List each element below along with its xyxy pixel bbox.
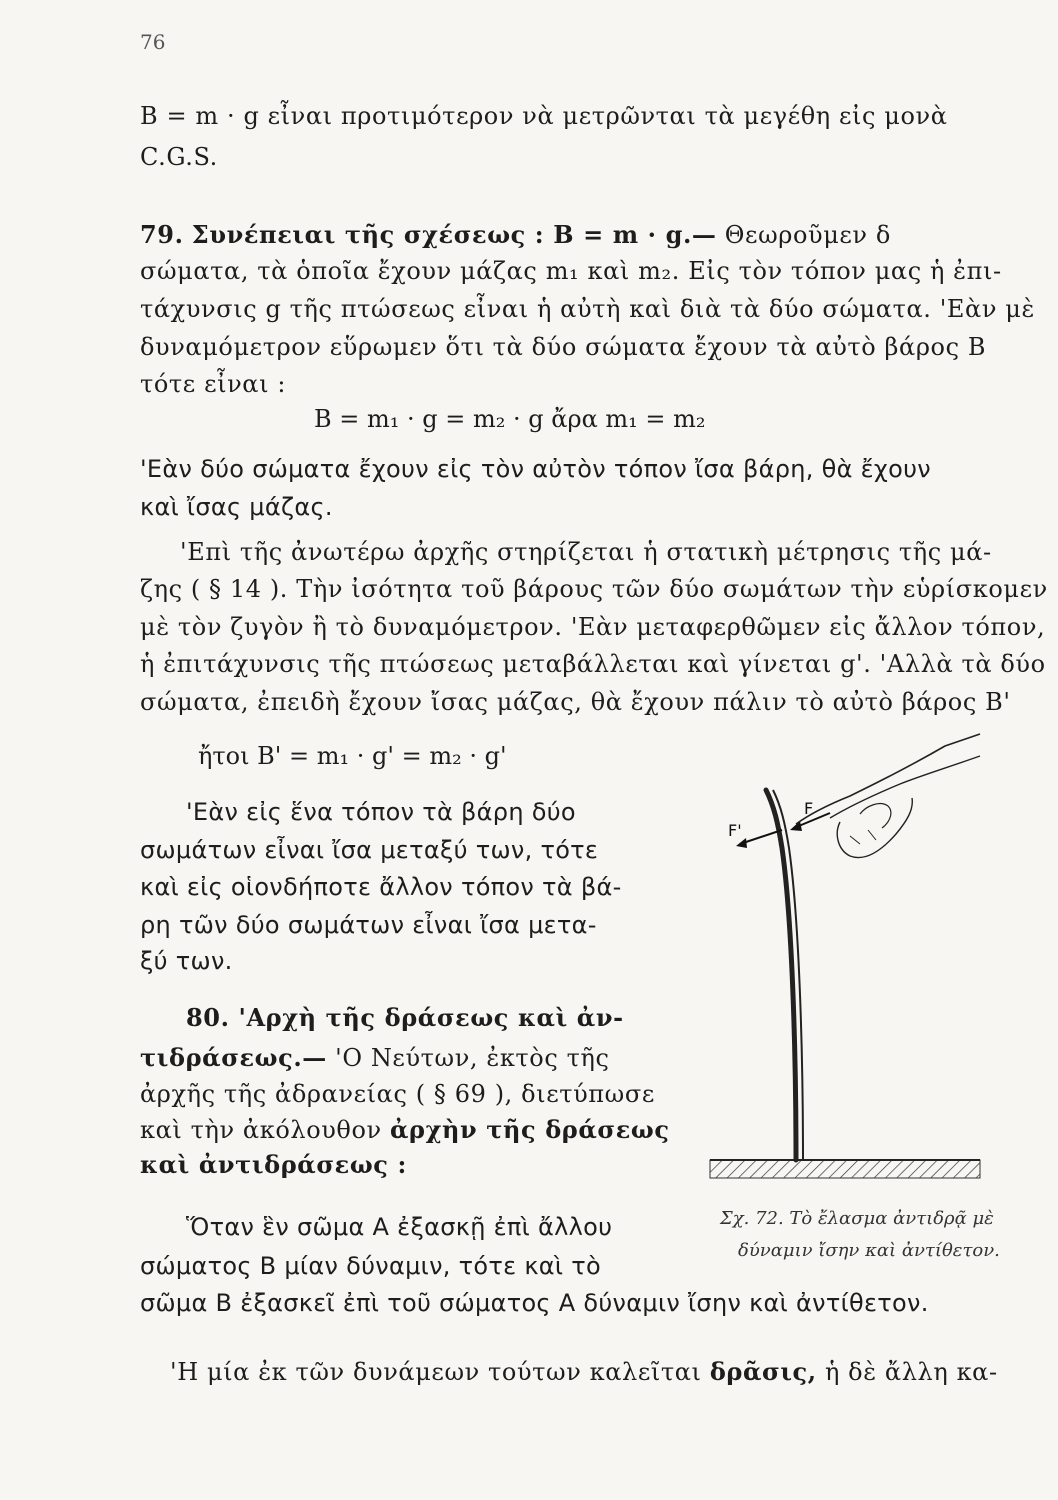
text-line: ξύ των. — [140, 947, 233, 975]
principle-statement: σῶμα Β ἐξασκεῖ ἐπὶ τοῦ σώματος Α δύναμιν ἴσην καὶ ἀντίθετον. — [140, 1289, 929, 1317]
figure-72-elastic-blade — [700, 718, 1000, 1198]
text-line: δυναμόμετρον εὕρωμεν ὅτι τὰ δύο σώματα ἔχουν τὰ αὐτὸ βάρος B — [140, 333, 987, 361]
text-line — [140, 1043, 610, 1072]
text-line-tail: ἡ δὲ ἄλλη κα- — [816, 1358, 998, 1386]
section-79-number: 79. — [140, 220, 184, 249]
principle-name-end: καὶ ἀντιδράσεως : — [140, 1150, 407, 1179]
page-number: 76 — [140, 30, 166, 54]
term-action: δρᾶσις, — [709, 1357, 817, 1386]
text-line: ἡ ἐπιτάχυνσις τῆς πτώσεως μεταβάλλεται καὶ γίνεται g'. 'Αλλὰ τὰ δύο — [140, 650, 1046, 678]
text-line: C.G.S. — [140, 143, 218, 171]
formula-weight-equality: B = m₁ · g = m₂ · g ἄρα m₁ = m₂ — [314, 405, 706, 433]
label-F-prime: F' — [728, 821, 742, 840]
elastic-blade-edge — [773, 790, 803, 1160]
text-line: σωμάτων εἶναι ἴσα μεταξύ των, τότε — [140, 836, 599, 864]
elastic-blade — [766, 790, 796, 1160]
text-line: 'Εὰν εἰς ἕνα τόπον τὰ βάρη δύο — [186, 798, 576, 826]
text-line: ρη τῶν δύο σωμάτων εἶναι ἴσα μετα- — [140, 911, 597, 939]
text-line: καὶ ἴσας μάζας. — [140, 493, 333, 521]
text-line: σώματα, τὰ ὁποῖα ἔχουν μάζας m₁ καὶ m₂. Εἰς τὸν τόπον μας ἡ ἐπι- — [140, 257, 1002, 285]
text-line: καὶ εἰς οἱονδήποτε ἄλλον τόπον τὰ βά- — [140, 873, 622, 901]
principle-name: ἀρχὴν τῆς δράσεως — [389, 1115, 670, 1144]
section-79-title: Συνέπειαι τῆς σχέσεως : B = m · g.— — [191, 220, 717, 249]
label-F: F — [804, 799, 814, 818]
text-line: σώματα, ἐπειδὴ ἔχουν ἴσας μάζας, θὰ ἔχουν πάλιν τὸ αὐτὸ βάρος B' — [140, 688, 1011, 716]
principle-statement: σώματος Β μίαν δύναμιν, τότε καὶ τὸ — [140, 1252, 601, 1280]
text-line — [140, 1115, 670, 1144]
section-79-heading — [140, 220, 891, 249]
text-line: τότε εἶναι : — [140, 370, 287, 398]
text-line: ζης ( § 14 ). Τὴν ἰσότητα τοῦ βάρους τῶν δύο σωμάτων τὴν εὑρίσκομεν — [140, 575, 1048, 603]
hand-outline — [796, 734, 980, 824]
text-line: B = m · g εἶναι προτιμότερον νὰ μετρῶνται τὰ μεγέθη εἰς μονὰ — [140, 102, 948, 130]
fingernail — [860, 804, 891, 828]
principle-statement: Ὅταν ἓν σῶμα Α ἐξασκῇ ἐπὶ ἄλλου — [186, 1213, 613, 1241]
text-line: ἀρχῆς τῆς ἀδρανείας ( § 69 ), διετύπωσε — [140, 1080, 655, 1108]
section-80-title-end: τιδράσεως.— — [140, 1043, 327, 1072]
section-80-heading: 80. 'Αρχὴ τῆς δράσεως καὶ ἀν- — [186, 1003, 624, 1032]
text-line-tail: Θεωροῦμεν δ — [724, 221, 891, 249]
text-line-head: καὶ τὴν ἀκόλουθον — [140, 1116, 390, 1144]
text-line: 'Εὰν δύο σώματα ἔχουν εἰς τὸν αὐτὸν τόπον ἴσα βάρη, θὰ ἔχουν — [140, 455, 931, 483]
text-line-head: 'Η μία ἐκ τῶν δυνάμεων τούτων καλεῖται — [170, 1358, 710, 1386]
figure-caption-line2: δύναμιν ἴσην καὶ ἀντίθετον. — [738, 1240, 1000, 1261]
text-line — [170, 1357, 998, 1386]
text-line: τάχυνσις g τῆς πτώσεως εἶναι ἡ αὐτὴ καὶ διὰ τὰ δύο σώματα. 'Εὰν μὲ — [140, 295, 1035, 323]
figure-caption-line1: Σχ. 72. Τὸ ἔλασμα ἀντιδρᾷ μὲ — [720, 1208, 994, 1229]
formula-weight-other-place: ἤτοι B' = m₁ · g' = m₂ · g' — [198, 742, 507, 770]
text-line-tail: 'Ο Νεύτων, ἐκτὸς τῆς — [326, 1044, 610, 1072]
ground-hatching — [710, 1160, 980, 1178]
text-line: 'Επὶ τῆς ἀνωτέρω ἀρχῆς στηρίζεται ἡ στατικὴ μέτρησις τῆς μά- — [180, 538, 992, 566]
text-line: μὲ τὸν ζυγὸν ἢ τὸ δυναμόμετρον. 'Εὰν μεταφερθῶμεν εἰς ἄλλον τόπον, — [140, 613, 1046, 641]
